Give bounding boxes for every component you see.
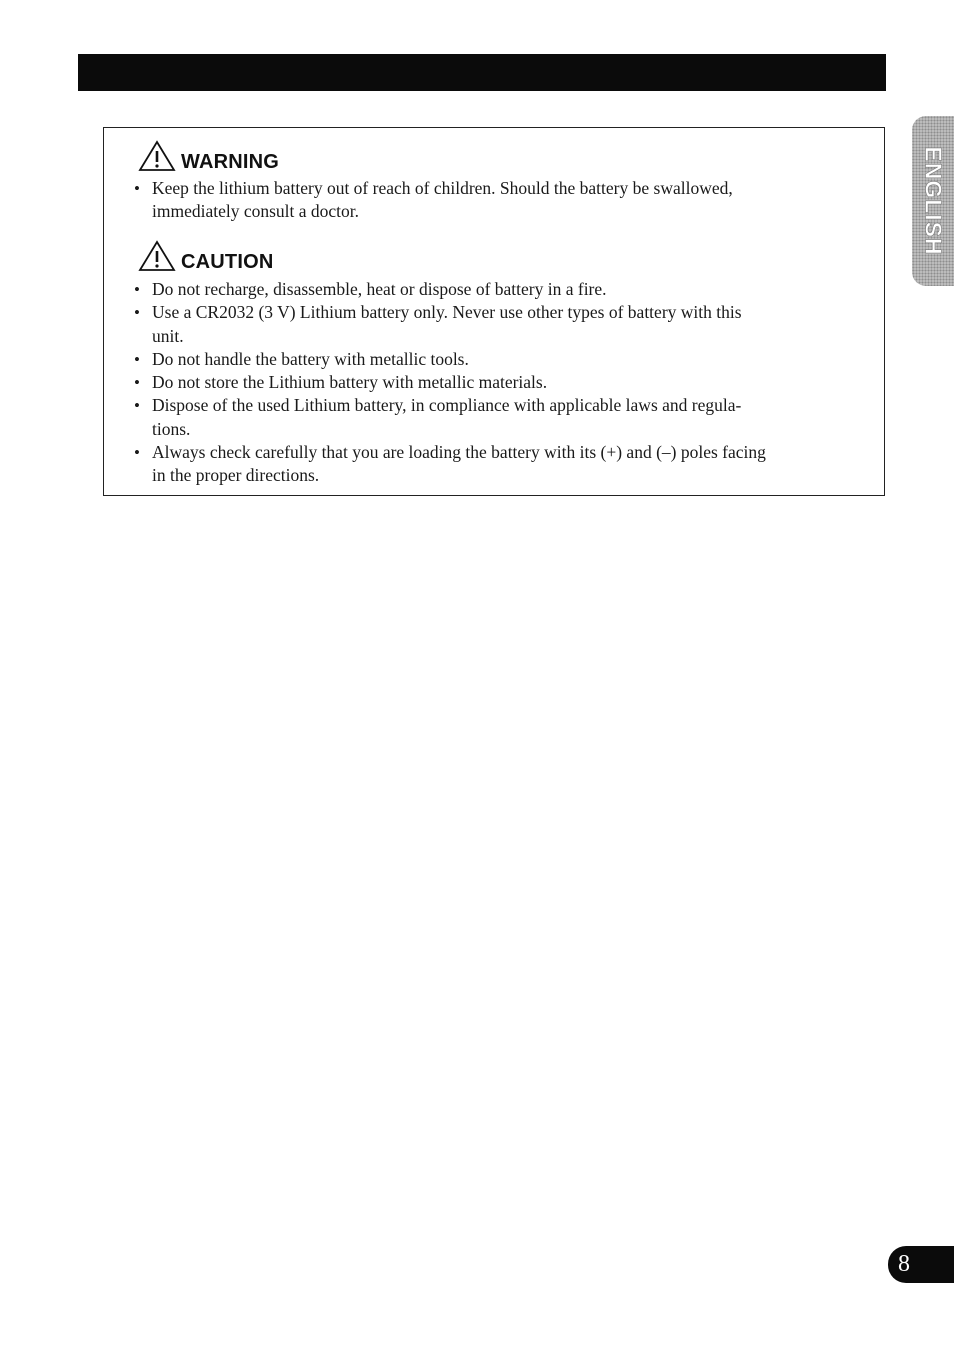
caution-heading-label: CAUTION (181, 251, 274, 273)
list-item (134, 278, 854, 301)
page-number-tab (888, 1246, 954, 1283)
caution-item-2-line-2: unit. (152, 325, 184, 346)
list-item (134, 177, 854, 224)
caution-item-6-line-2: in the proper directions. (152, 465, 320, 486)
warning-list (134, 177, 854, 224)
list-item (134, 441, 854, 488)
caution-item-1-line-1: Do not recharge, disassemble, heat or dispose of battery in a fire. (152, 279, 607, 299)
caution-item-6-line-1: Always check carefully that you are loading the battery with its (+) and (–) poles facing (152, 442, 766, 463)
language-tab-label: ENGLISH (920, 146, 947, 256)
safety-notice-box (103, 127, 885, 496)
caution-item-3-line-1: Do not handle the battery with metallic tools. (152, 348, 469, 369)
language-tab (912, 116, 954, 286)
caution-item-4-line-1: Do not store the Lithium battery with metallic materials. (152, 372, 548, 393)
caution-heading (138, 240, 274, 272)
list-item (134, 394, 854, 441)
warning-heading (138, 140, 279, 172)
caution-list (134, 278, 854, 488)
list-item (134, 371, 854, 394)
page-number: 8 (898, 1251, 910, 1277)
list-item (134, 301, 854, 348)
list-item (134, 348, 854, 371)
caution-item-5-line-2: tions. (152, 418, 191, 439)
warning-heading-label: WARNING (181, 151, 280, 173)
caution-item-2-line-1: Use a CR2032 (3 V) Lithium battery only. Never use other types of battery with this (152, 302, 742, 323)
warning-triangle-icon (138, 240, 176, 272)
warning-line-2: immediately consult a doctor. (152, 201, 360, 222)
caution-item-5-line-1: Dispose of the used Lithium battery, in compliance with applicable laws and regula- (152, 395, 742, 416)
warning-line-1: Keep the lithium battery out of reach of children. Should the battery be swallowed, (152, 178, 733, 198)
warning-triangle-icon (138, 140, 176, 172)
header-bar (78, 54, 886, 91)
